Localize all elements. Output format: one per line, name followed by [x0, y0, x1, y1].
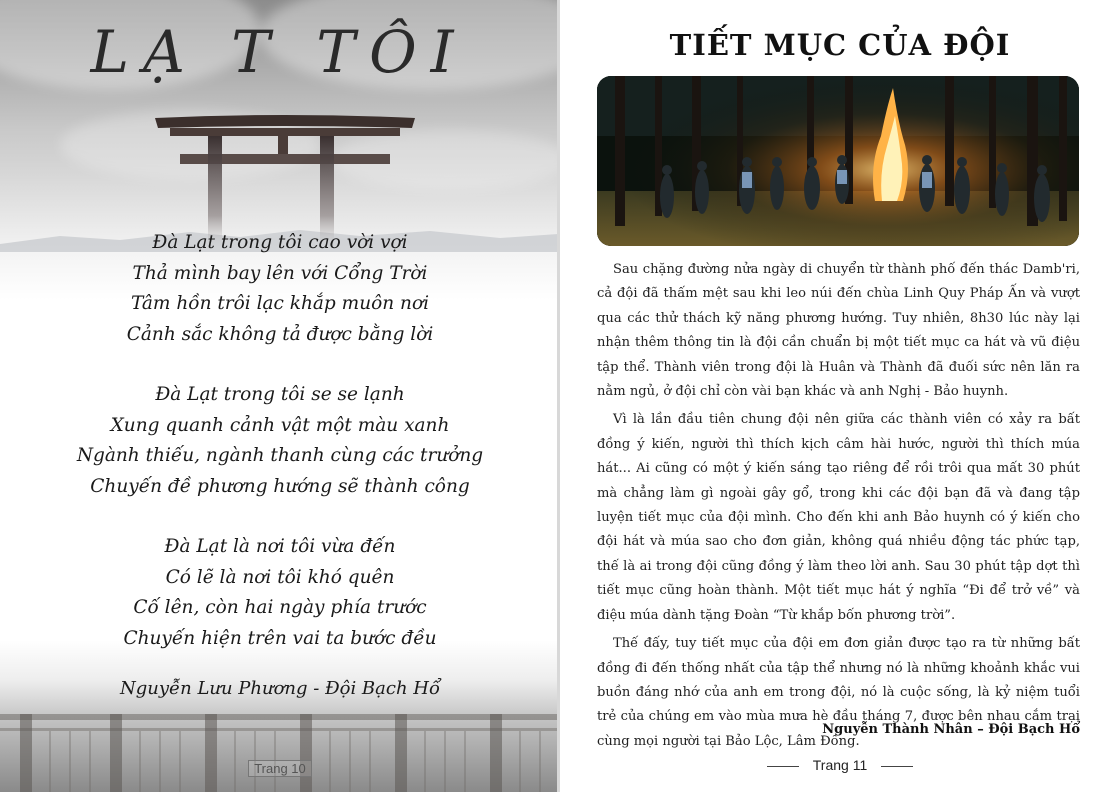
campfire-scene-illustration — [597, 76, 1079, 246]
poem-stanza — [40, 228, 520, 350]
campfire-photo — [597, 76, 1079, 246]
poem-line: Chuyến đề phương hướng sẽ thành công — [90, 475, 470, 497]
poem-line: Chuyến hiện trên vai ta bước đều — [123, 627, 437, 649]
page-number-left: Trang 10 — [248, 760, 312, 777]
poem-line: Ngành thiếu, ngành thanh cùng các trưởng — [76, 445, 484, 466]
balcony-railing-illustration — [0, 700, 558, 792]
article-paragraph: Sau chặng đường nửa ngày di chuyển từ thành phố đến thác Damb'ri, cả đội đã thấm mệt sau khi leo núi đến chùa Linh Quy Pháp Ấn và vượt qua các thử thách kỹ năng phương hướng. Tuy nhiên, 8h30 lúc này lại nhận thêm thông tin là đội cần chuẩn bị một tiết mục ca hát và vũ điệu tập thể. Thành viên trong đội là Huân và Thành đã đuối sức nên lăn ra nằm ngủ, ở đội chỉ còn vài bạn khác và anh Nghị - Bảo huynh. — [597, 262, 1080, 400]
article-body — [597, 258, 1080, 758]
poem-stanza — [40, 532, 520, 654]
page-number-rule — [767, 766, 799, 767]
poem-body — [40, 228, 520, 684]
poem-stanza — [40, 380, 520, 502]
article-title: TIẾT MỤC CỦA ĐỘI — [669, 28, 1011, 62]
page-number-right — [560, 757, 1120, 773]
article-byline: Nguyễn Thành Nhân – Đội Bạch Hổ — [822, 722, 1080, 737]
right-page — [560, 0, 1120, 792]
poem-title: LẠ T TÔI — [90, 18, 468, 86]
poem-author: Nguyễn Lưu Phương - Đội Bạch Hổ — [120, 678, 440, 699]
poem-line: Đà Lạt trong tôi se se lạnh — [155, 384, 405, 405]
poem-line: Thả mình bay lên với Cổng Trời — [132, 262, 428, 284]
left-page — [0, 0, 558, 792]
article-paragraph: Thế đấy, tuy tiết mục của đội em đơn giản được tạo ra từ những bất đồng đi đến thống nhất của tập thể nhưng nó là những khoảnh khắc vui buồn đáng nhớ của anh em trong đội, nó là cuộc sống, là kỷ niệm tuổi trẻ của chúng em vào mùa mưa hè đầu tháng 7, được bên nhau cắm trại cùng mọi người tại Bảo Lộc, Lâm Đồng. — [597, 636, 1080, 749]
poem-line: Đà Lạt trong tôi cao vời vợi — [152, 232, 408, 253]
poem-line: Xung quanh cảnh vật một màu xanh — [110, 414, 450, 436]
poem-line: Cố lên, còn hai ngày phía trước — [133, 597, 427, 618]
poem-line: Tâm hồn trôi lạc khắp muôn nơi — [130, 293, 430, 314]
page-number-label: Trang 11 — [812, 757, 868, 773]
page-number-rule — [881, 766, 913, 767]
poem-line: Cảnh sắc không tả được bằng lời — [126, 323, 434, 345]
poem-line: Đà Lạt là nơi tôi vừa đến — [164, 536, 396, 557]
article-paragraph: Vì là lần đầu tiên chung đội nên giữa các thành viên có xảy ra bất đồng ý kiến, người thì thích kịch câm hài hước, người thì thích múa hát... Ai cũng có một ý kiến sáng tạo riêng để rồi trôi qua mất 30 phút mà chẳng làm gì ngoài gây gổ, trong khi các đội bạn đã và đang tập luyện tiết mục của đội mình. Cho đến khi anh Bảo huynh có ý kiến cho đội hát và múa sao cho đơn giản, không quá nhiều động tác phức tạp, thế là ai trong đội cũng đồng ý làm theo lời anh. Sau 30 phút tập dợt thì tiết mục cũng hoàn thành. Một tiết mục hát ý nghĩa “Đi để trở về” và điệu múa dành tặng Đoàn “Từ khắp bốn phương trời”. — [597, 412, 1080, 623]
poem-line: Có lẽ là nơi tôi khó quên — [165, 566, 395, 588]
